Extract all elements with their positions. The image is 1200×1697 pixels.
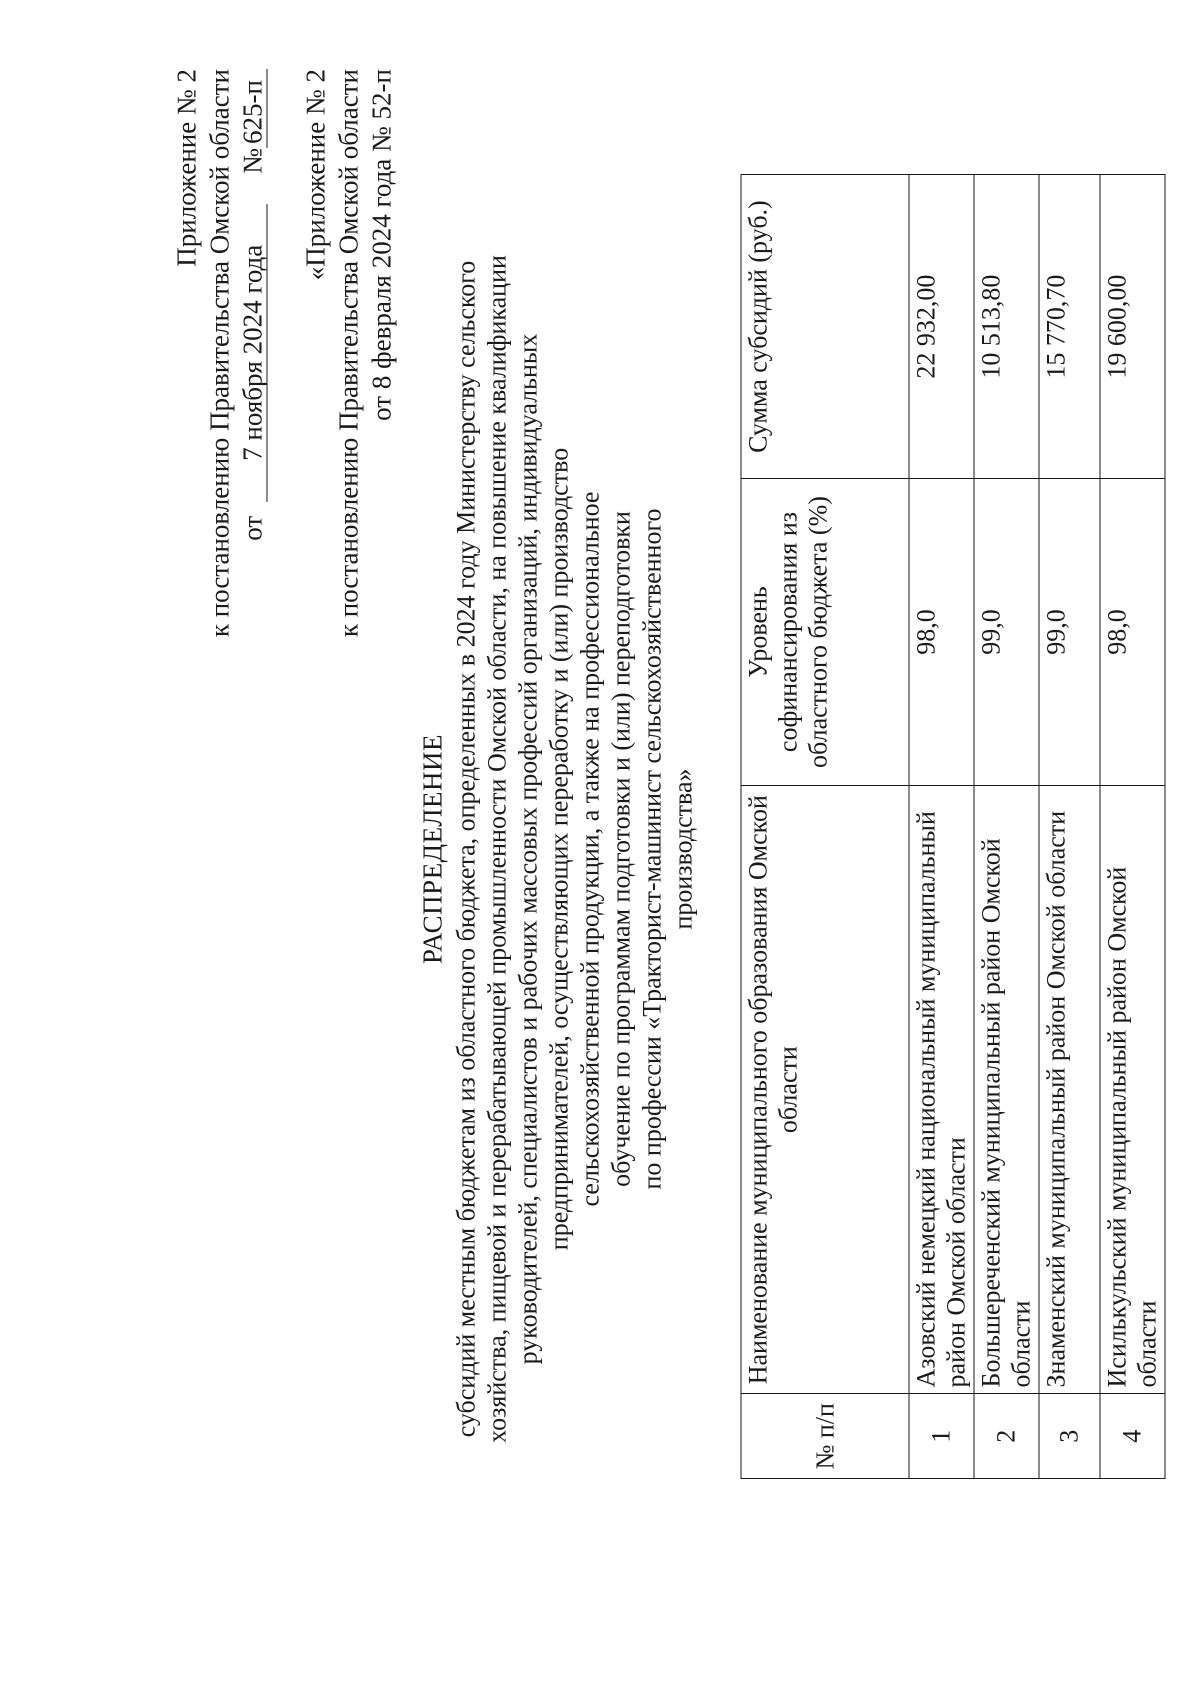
header-num: № п/п (741, 1393, 909, 1478)
description-line: сельскохозяйственной продукции, а также на профессиональное (575, 491, 605, 1206)
original-appendix-label: «Приложение № 2 (300, 68, 331, 280)
row-municipality: Знаменский муниципальный район Омской области (1039, 785, 1100, 1394)
row-num: 3 (1039, 1393, 1100, 1478)
row-cofinancing-level: 99,0 (1039, 478, 1100, 785)
subsidy-distribution-table (741, 174, 1166, 1479)
row-subsidy-sum: 22 932,00 (909, 174, 974, 478)
row-cofinancing-level: 99,0 (974, 478, 1039, 785)
row-subsidy-sum: 15 770,70 (1039, 174, 1100, 478)
original-date-line: от 8 февраля 2024 года № 52-п (366, 68, 397, 421)
original-order-header (300, 69, 399, 637)
description-line: субсидий местным бюджетам из областного бюджета, определенных в 2024 году Министерству сельского (451, 260, 481, 1437)
row-subsidy-sum: 10 513,80 (974, 174, 1039, 478)
resolution-reference: к постановлению Правительства Омской области (204, 68, 235, 637)
description-line: производства» (668, 767, 698, 930)
order-number: 625-п (240, 69, 268, 148)
row-num: 2 (974, 1393, 1039, 1478)
table-row (909, 174, 974, 1478)
description-line: хозяйства, пищевой и перерабатывающей промышленности Омской области, на повышение квалификации (482, 254, 512, 1443)
row-cofinancing-level: 98,0 (1100, 478, 1165, 785)
appendix-label: Приложение № 2 (171, 68, 202, 267)
header-municipality: Наименование муниципального образования Омской области (741, 785, 909, 1394)
header-cofinancing-level: Уровень софинансирования из областного бюджета (%) (741, 478, 909, 785)
table-row (1039, 174, 1100, 1478)
row-municipality: Большереченский муниципальный район Омской области (974, 785, 1039, 1394)
description-line: по профессии «Тракторист-машинист сельскохозяйственного (637, 508, 667, 1189)
description-line: предпринимателей, осуществляющих переработку и (или) производство (544, 447, 574, 1250)
table-header-row (741, 174, 909, 1478)
description-line: руководителей, специалистов и рабочих массовых профессий организаций, индивидуальных (513, 333, 543, 1364)
rotated-document-sheet (93, 68, 1162, 1629)
from-prefix: от (237, 515, 268, 541)
description-line: обучение по программам подготовки и (или) переподготовки (606, 510, 636, 1187)
order-date-number-line (237, 69, 270, 637)
row-municipality: Азовский немецкий национальный муниципальный район Омской области (909, 785, 974, 1394)
header-subsidy-sum: Сумма субсидий (руб.) (741, 174, 909, 478)
number-prefix: № (237, 147, 268, 174)
table-row (1100, 174, 1165, 1478)
row-municipality: Исилькульский муниципальный район Омской области (1100, 785, 1165, 1394)
row-num: 4 (1100, 1393, 1165, 1478)
document-title-block (418, 69, 699, 1629)
original-resolution-reference: к постановлению Правительства Омской области (333, 68, 364, 637)
current-order-header (171, 69, 270, 637)
document-title: РАСПРЕДЕЛЕНИЕ (417, 733, 448, 964)
table-row (974, 174, 1039, 1478)
order-date: 7 ноября 2024 года (240, 203, 268, 501)
row-num: 1 (909, 1393, 974, 1478)
row-subsidy-sum: 19 600,00 (1100, 174, 1165, 478)
row-cofinancing-level: 98,0 (909, 478, 974, 785)
